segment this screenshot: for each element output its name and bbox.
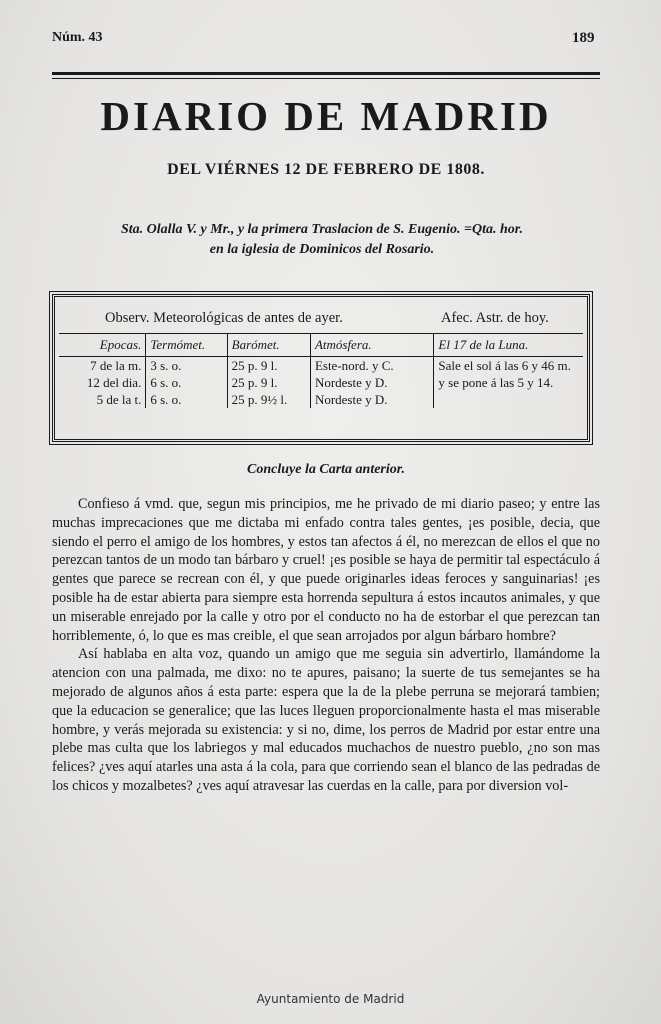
- table-cell: 6 s. o.: [146, 391, 227, 408]
- astro-heading: Afec. Astr. de hoy.: [441, 310, 549, 326]
- table-cell: Nordeste y D.: [310, 391, 433, 408]
- moon-info: Sale el sol á las 6 y 46 m. y se pone á las 5 y 14.: [434, 357, 583, 409]
- header-rule-thin: [52, 78, 600, 79]
- article-subtitle: Concluye la Carta anterior.: [247, 462, 405, 477]
- table-cell: 5 de la t.: [96, 392, 142, 407]
- article-paragraph-1: Confieso á vmd. que, segun mis principios, me he privado de mi diario paseo; y entre las muchas imprecaciones que me dictaba mi enfado contra tales gentes, ¡es posible, decia, que siendo el perro el amigo de los hombres, y estos tan afectos á él, no merezcan de ellos el que no perezcan tantos de un modo tan bárbaro y cruel! ¡es posible se haya de permitir tal espectáculo á gentes que parece se recrean con él, y que puede originarles ideas feroces y sanguinarias! ¡es posible ha de estar abierta para siempre esta horrenda sepultura á estos incautos animales, y que un miserable enrejado por la calle y otro por el conducto no ha de estorbar el que perezcan tan horriblemente, ó, lo que es mas creible, el que sean arrojados por algun bárbaro hombre?: [52, 496, 600, 644]
- masthead-title: DIARIO DE MADRID: [100, 93, 552, 139]
- table-cell: 25 p. 9 l.: [227, 357, 310, 375]
- table-row: [59, 357, 583, 375]
- header-rule-thick: [52, 72, 600, 75]
- table-cell: 6 s. o.: [146, 374, 227, 391]
- column-header: El 17 de la Luna.: [434, 334, 583, 357]
- observations-box: [52, 294, 590, 442]
- issue-date: DEL VIÉRNES 12 DE FEBRERO DE 1808.: [167, 161, 485, 178]
- table-cell: 12 del dia.: [86, 375, 142, 390]
- table-cell: 25 p. 9 l.: [227, 374, 310, 391]
- observations-table: [59, 333, 583, 408]
- issue-number: Núm. 43: [52, 30, 103, 45]
- column-header: Atmósfera.: [310, 334, 433, 357]
- saints-line-2: en la iglesia de Dominicos del Rosario.: [209, 242, 435, 257]
- table-cell: 3 s. o.: [146, 357, 227, 375]
- column-header: Termómet.: [146, 334, 227, 357]
- archive-credit: Ayuntamiento de Madrid: [256, 992, 405, 1006]
- article-body: [52, 495, 600, 796]
- table-cell: Nordeste y D.: [310, 374, 433, 391]
- saints-notice: [52, 220, 592, 260]
- page-number: 189: [572, 30, 595, 46]
- article-paragraph-2: Así hablaba en alta voz, quando un amigo que me seguia sin advertirlo, llamándome la atencion con una palmada, me dixo: no te apures, paisano; la suerte de tus semejantes se ha mejorado de algunos años á esta parte: espera que la de la plebe perruna se mejorará tambien; que la educacion se generalice; que las luces lleguen proporcionalmente hasta el mas miserable hombre, y verás mejorada su existencia: y si no, dime, los perros de Madrid por estar entre una plebe mas culta que los labriegos y mal educados muchachos de nuestro pueblo, ¿no son mas felices? ¿ves aquí atarles una asta á la cola, para que corriendo sean el blanco de las pedradas de los chicos y mozalbetes? ¿ves aquí atravesar las cuerdas en la calle, para por diversion vol-: [52, 646, 600, 794]
- table-cell: 25 p. 9½ l.: [227, 391, 310, 408]
- table-header-row: [59, 334, 583, 357]
- table-cell: 7 de la m.: [90, 358, 142, 373]
- table-cell: Este-nord. y C.: [310, 357, 433, 375]
- saints-line-1: Sta. Olalla V. y Mr., y la primera Traslacion de S. Eugenio. =Qta. hor.: [121, 222, 523, 237]
- meteo-heading: Observ. Meteorológicas de antes de ayer.: [105, 310, 343, 326]
- column-header: Barómet.: [227, 334, 310, 357]
- column-header: Epocas.: [59, 334, 146, 357]
